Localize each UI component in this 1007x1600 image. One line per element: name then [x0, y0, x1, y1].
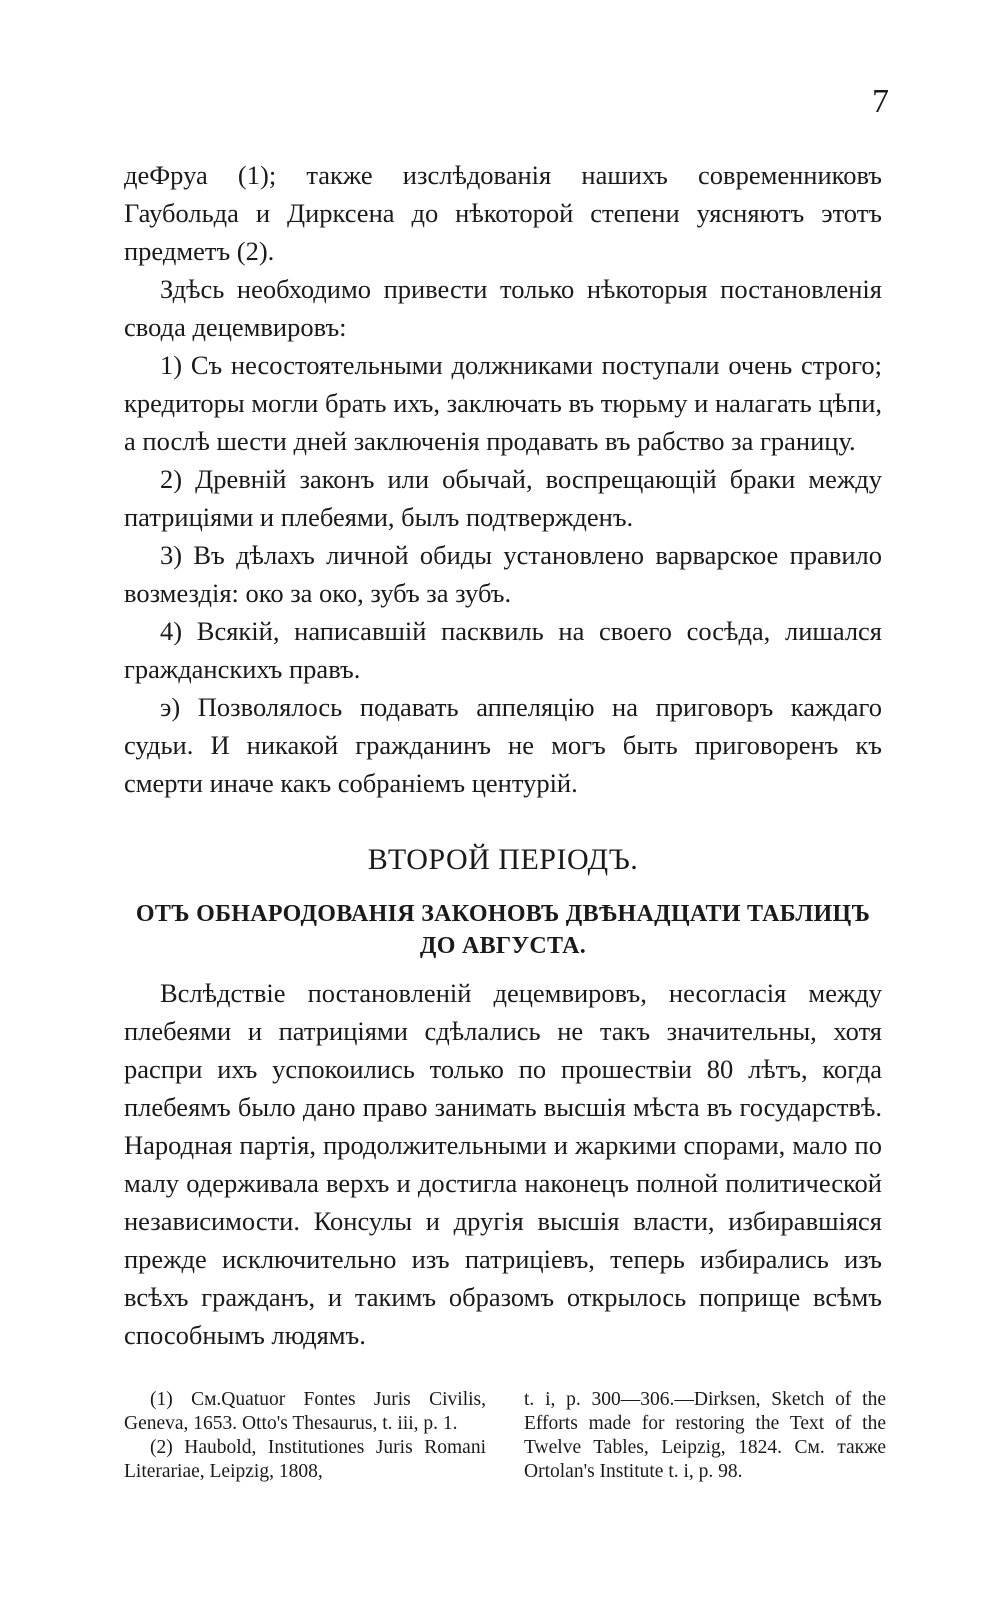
- section-title: ВТОРОЙ ПЕРІОДЪ.: [367, 843, 639, 876]
- list-item: 4) Всякій, написавшій пасквиль на своего сосѣда, лишался гражданскихъ правъ.: [124, 616, 882, 684]
- paragraph: Вслѣдствіе постановленій децемвировъ, несогласія между плебеями и патриціями сдѣлались не такъ значительны, хотя распри ихъ успокоились только по прошествіи 80 лѣтъ, когда плебеямъ было дано право занимать высшія мѣста въ государствѣ. Народная партія, продолжительными и жаркими спорами, мало по малу одерживала верхъ и достигла наконецъ полной политической независимости. Консулы и другія высшія власти, избиравшіяся прежде исключительно изъ патриціевъ, теперь избирались изъ всѣхъ гражданъ, и такимъ образомъ открылось поприще всѣмъ способнымъ людямъ.: [124, 978, 882, 1350]
- list-item: 1) Съ несостоятельными должниками поступали очень строго; кредиторы могли брать ихъ, заключать въ тюрьму и налагать цѣпи, а послѣ шести дней заключенія продавать въ рабство за границу.: [124, 350, 882, 456]
- body-text-bottom: [124, 974, 882, 1354]
- paragraph: Здѣсь необходимо привести только нѣкоторыя постановленія свода децемвировъ:: [124, 274, 882, 342]
- list-item: э) Позволялось подавать аппеляцію на приговоръ каждаго судьи. И никакой гражданинъ не могъ быть приговоренъ къ смерти иначе какъ собраніемъ центурій.: [124, 692, 882, 798]
- paragraph: деФруа (1); также изслѣдованія нашихъ современниковъ Гаубольда и Дирксена до нѣкоторой степени уясняютъ этотъ предметъ (2).: [124, 160, 882, 266]
- footnotes-left-column: [124, 1388, 486, 1484]
- footnote: (2) Haubold, Institutiones Juris Romani Literariae, Leipzig, 1808,: [124, 1437, 486, 1482]
- list-item: 3) Въ дѣлахъ личной обиды установлено варварское правило возмездія: око за око, зубъ за зубъ.: [124, 540, 882, 608]
- footnotes-right-column: [524, 1388, 886, 1484]
- footnotes: [124, 1388, 886, 1484]
- section-subtitle: ОТЪ ОБНАРОДОВАНІЯ ЗАКОНОВЪ ДВѢНАДЦАТИ ТАБЛИЦЪ ДО АВГУСТА.: [135, 901, 871, 959]
- footnote-continuation: t. i, p. 300—306.—Dirksen, Sketch of the Efforts made for restoring the Text of the Twelve Tables, Leipzig, 1824. См. также Ortolan's Institute t. i, p. 98.: [524, 1389, 886, 1482]
- body-text-top: [124, 156, 882, 802]
- footnote: (1) См.Quatuor Fontes Juris Civilis, Geneva, 1653. Otto's Thesaurus, t. iii, p. 1.: [124, 1389, 486, 1434]
- page-number: 7: [872, 83, 889, 120]
- list-item: 2) Древній законъ или обычай, воспрещающій браки между патриціями и плебеями, былъ подтвержденъ.: [124, 464, 882, 532]
